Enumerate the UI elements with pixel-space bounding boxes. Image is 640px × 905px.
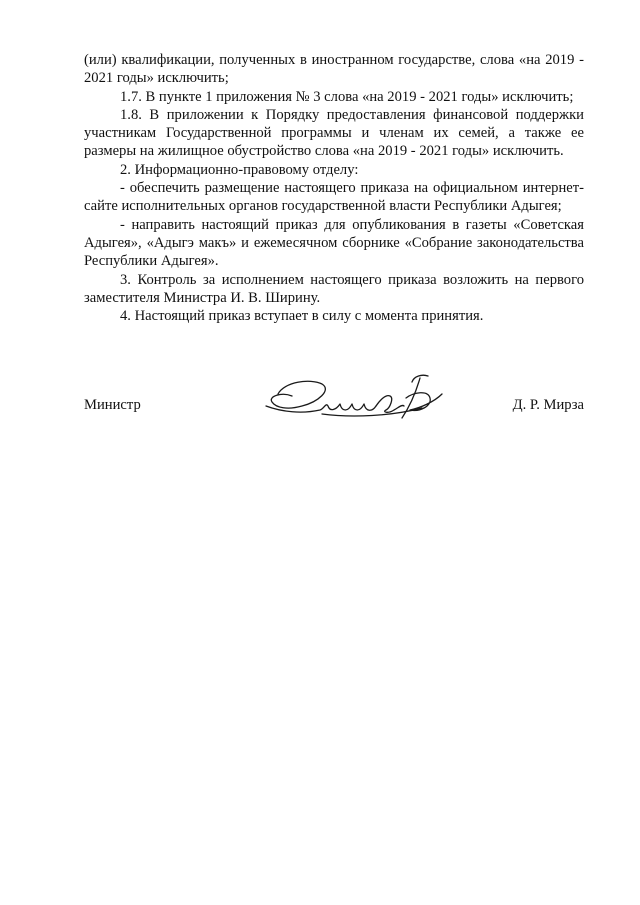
document-body: [84, 51, 584, 325]
paragraph-continuation: (или) квалификации, полученных в иностранном государстве, слова «на 2019 - 2021 годы» исключить;: [84, 52, 584, 87]
signatory-name: Д. Р. Мирза: [512, 397, 584, 413]
paragraph-2: 2. Информационно-правовому отделу:: [120, 161, 359, 178]
handwritten-signature-icon: [262, 372, 450, 430]
paragraph-2-b: - направить настоящий приказ для опубликования в газеты «Советская Адыгея», «Адыгэ макъ» и ежемесячном сборнике «Собрание законодательства Республики Адыгея».: [84, 216, 584, 270]
paragraph-2-a: - обеспечить размещение настоящего приказа на официальном интернет-сайте исполнительных органов государственной власти Республики Адыгея;: [84, 180, 584, 215]
paragraph-1-7: 1.7. В пункте 1 приложения № 3 слова «на 2019 - 2021 годы» исключить;: [120, 88, 574, 105]
signatory-title: Министр: [84, 397, 141, 413]
paragraph-3: 3. Контроль за исполнением настоящего приказа возложить на первого заместителя Министра И. В. Ширину.: [84, 271, 584, 306]
paragraph-4: 4. Настоящий приказ вступает в силу с момента принятия.: [120, 308, 484, 325]
paragraph-1-8: 1.8. В приложении к Порядку предоставления финансовой поддержки участникам Государственной программы и членам их семей, а также ее размеры на жилищное обустройство слова «на 2019 - 2021 годы» исключить.: [84, 106, 584, 160]
